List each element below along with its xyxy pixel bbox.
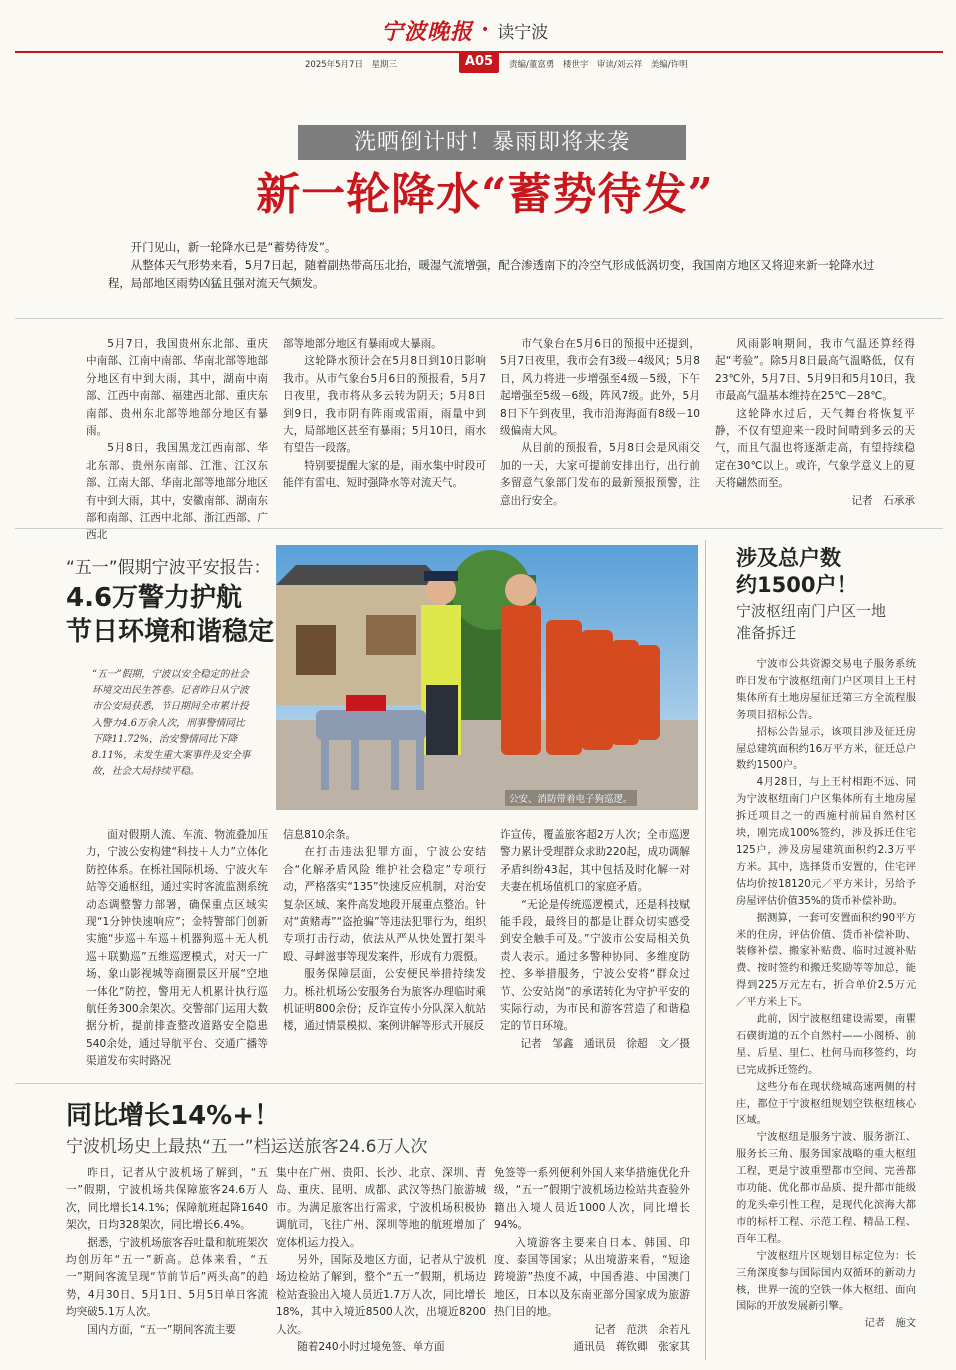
patrol-photo xyxy=(276,545,698,810)
airport-column-3 xyxy=(494,1165,690,1356)
body-paragraph: 市气象台在5月6日的预报中还提到，5月7日夜里，我市会有3级－4级风；5月8日，风力将进一步增强至4级－5级，下午起增强至5级－6级，阵风7级。此外，5月8日下午到夜里，我市沿海海面有8级－10级偏南大风。 xyxy=(500,338,700,438)
newspaper-logo: 宁波晚报 xyxy=(381,18,474,45)
body-paragraph: 4月28日，与上王村相距不远、同为宁波枢纽南门户区集体所有土地房屋拆迁项目之一的西施村前届自然村区块，刚完成100%签约，涉及拆迁住宅125户，涉及房屋建筑面积约2.3万平方米。其中，选择货币安置的，住宅评估均价按18120元／平方米计，另给予房屋评估价值35%的货币补偿补助。 xyxy=(736,776,916,907)
masthead-dot: • xyxy=(481,22,490,38)
top-story-lead xyxy=(108,238,878,292)
byline: 通讯员 蒋钦卿 张家其 xyxy=(573,1341,690,1354)
body-paragraph: 据测算，一套可安置面积约90平方米的住房，评估价值、货币补偿补助、装修补偿、搬家补贴费、临时过渡补贴费、按时签约和搬迁奖励等等加总，能得到225万元左右，折合单价2.5万元／平方米上下。 xyxy=(736,911,916,1009)
byline: 记者 范洪 余若凡 xyxy=(594,1323,690,1336)
side-story-body xyxy=(736,656,916,1332)
body-paragraph: 昨日，记者从宁波机场了解到，“五一”假期，宁波机场共保障旅客24.6万人次，同比增长14.1%；保障航班起降1640架次，日均328架次，同比增长6.4%。 xyxy=(66,1167,268,1232)
security-column-1 xyxy=(86,827,268,1071)
body-paragraph: 5月8日，我国黑龙江西南部、华北东部、贵州东南部、江淮、江汉东部、江南大部、华南北部等地部分地区有中到大雨，其中，安徽南部、湖南东部和南部、江西中北部、浙江西部、广西北 xyxy=(86,442,268,542)
side-headline-line-1: 涉及总户数 xyxy=(736,546,841,570)
security-kicker: “五一”假期宁波平安报告： xyxy=(66,558,271,578)
lead-paragraph: 从整体天气形势来看，5月7日起，随着副热带高压北抬，暖湿气流增强，配合渗透南下的冷空气形成低涡切变，我国南方地区又将迎来新一轮降水过程，局部地区雨势凶猛且强对流天气频发。 xyxy=(108,258,875,290)
dateline: 2025年5月7日 星期三 xyxy=(305,60,397,70)
body-paragraph: 免签等一系列便利外国人来华措施优化升级，“五一”假期宁波机场边检站共查验外籍出入境人员近1000人次，同比增长94%。 xyxy=(494,1167,690,1232)
body-paragraph: 风雨影响期间，我市气温还算经得起“考验”。除5月8日最高气温略低，仅有23℃外，5月7日、5月9日和5月10日，我市最高气温基本维持在25℃－28℃。 xyxy=(715,338,915,403)
body-paragraph: 另外，国际及地区方面，记者从宁波机场边检站了解到，整个“五一”假期，机场边检站查验出入境人员近1.7万人次，同比增长18%，其中入境近8500人次，出境近8200人次。 xyxy=(276,1254,486,1336)
masthead xyxy=(381,10,548,50)
body-paragraph: 服务保障层面，公安便民举措持续发力。栎社机场公安服务台为旅客办理临时乘机证明800余份；反诈宣传小分队深入航站楼，通过情景模拟、案例讲解等形式开展反 xyxy=(283,968,486,1033)
body-paragraph: 宁波市公共资源交易电子服务系统昨日发布宁波枢纽南门户区项目上王村集体所有土地房屋征迁第三方全流程服务项目招标公告。 xyxy=(736,658,916,721)
body-paragraph: 这些分布在现状绕城高速两侧的村庄，都位于宁波枢纽规划空铁枢纽核心区域。 xyxy=(736,1080,916,1127)
airport-headline: 同比增长14%+！ xyxy=(66,1101,281,1131)
top-story-column-4 xyxy=(715,336,915,510)
top-story-column-1 xyxy=(86,336,268,545)
body-paragraph: 信息810余条。 xyxy=(283,829,357,841)
security-headline-line-1: 4.6万警力护航 xyxy=(66,583,243,613)
top-story-column-3 xyxy=(500,336,700,510)
body-paragraph: 在打击违法犯罪方面，宁波公安结合“化解矛盾风险 维护社会稳定”专项行动，严格落实“135”快速反应机制，对治安复杂区域、案件高发地段开展重点整治。针对“黄赌毒”“盗抢骗”等违法犯罪行为，组织专项打击行动，依法从严从快处置打架斗殴、寻衅滋事等现发案件，形成有力震慑。 xyxy=(283,846,486,963)
airport-column-2 xyxy=(276,1165,486,1356)
divider xyxy=(15,528,943,529)
divider xyxy=(15,1083,703,1084)
security-intro: “五一”假期，宁波以安全稳定的社会环境交出民生答卷。记者昨日从宁波市公安局获悉，节日期间全市累计投入警力4.6万余人次，刑事警情同比下降11.72%，治安警情同比下降8.11%，未发生重大案事件及安全事故，社会大局持续平稳。 xyxy=(92,669,251,778)
column-divider xyxy=(705,540,706,1360)
body-paragraph: 这轮降水过后，天气舞台将恢复平静，不仅有望迎来一段时间晴到多云的天气，而且气温也将逐渐走高，有望持续稳定在30℃以上。或许，气象学意义上的夏天将翩然而至。 xyxy=(715,407,915,490)
page-number: A05 xyxy=(459,51,499,73)
body-paragraph: 面对假期人流、车流、物流叠加压力，宁波公安构建“科技＋人力”立体化防控体系。在栎社国际机场、宁波火车站等交通枢纽，通过实时客流监测系统动态调整警力部署，确保重点区域实现“1分钟快速响应”；金特警部门创新实施“步巡＋车巡＋机器狗巡＋无人机巡＋联勤巡”五维巡逻模式，对天一广场、象山影视城等商圈景区开展“空地一体化”防控，警用无人机累计执行巡航任务300余架次。交警部门运用大数据分析，提前排查整改道路安全隐患540余处，通过导航平台、交通广播等渠道发布实时路况 xyxy=(86,829,268,1068)
byline: 记者 邹鑫 通讯员 徐超 文／摄 xyxy=(520,1037,690,1050)
body-paragraph: 部等地部分地区有暴雨或大暴雨。 xyxy=(283,338,442,350)
body-paragraph: 5月7日，我国贵州东北部、重庆中南部、江南中南部、华南北部等地部分地区有中到大雨，其中，湖南中南部、江西中南部、福建西北部、重庆东南部、贵州东北部等地部分地区有暴雨。 xyxy=(86,338,268,438)
body-paragraph: 从目前的预报看，5月8日会是风雨交加的一天，大家可提前安排出行，出行前多留意气象部门发布的最新预报预警，注意出行安全。 xyxy=(500,442,700,507)
body-paragraph: 集中在广州、贵阳、长沙、北京、深圳、青岛、重庆、昆明、成都、武汉等热门旅游城市。为满足旅客出行需求，宁波机场积极协调航司，飞往广州、深圳等地的航班增加了宽体机运力投入。 xyxy=(276,1167,486,1249)
side-subhead-line-2: 准备拆迁 xyxy=(736,624,797,642)
body-paragraph: 这轮降水预计会在5月8日到10日影响我市。从市气象台5月6日的预报看，5月7日夜里，我市将从多云转为阴天；5月8日到9日，我市阴有阵雨或雷雨，雨量中到大，局部地区甚至有暴雨；5月10日，雨水有望告一段落。 xyxy=(283,355,486,455)
lead-paragraph: 开门见山，新一轮降水已是“蓄势待发”。 xyxy=(130,240,337,254)
editors-line: 责编/董富勇 楼世宇 审读/刘云祥 美编/许明 xyxy=(509,60,688,70)
security-headline-line-2: 节日环境和谐稳定 xyxy=(66,617,275,647)
patrol-photo-illustration xyxy=(276,545,698,810)
body-paragraph: 宁波枢纽片区规划目标定位为：长三角深度参与国际国内双循环的新动力核，世界一流的空铁一体大枢纽、面向国际的开放发展新引擎。 xyxy=(736,1249,916,1313)
body-paragraph: 此前，因宁波枢纽建设需要，南瞿石碶街道的五个自然村——小阁桥、前星、后星、里仁、杜何马而移签约，均已完成拆迁签约。 xyxy=(736,1013,916,1076)
side-subhead-line-1: 宁波枢纽南门户区一地 xyxy=(736,602,887,620)
body-paragraph: 诈宣传，覆盖旅客超2万人次；全市巡逻警力累计受理群众求助220起，成功调解矛盾纠纷43起，其中包括及时化解一对夫妻在机场值机口的家庭矛盾。 xyxy=(500,829,690,894)
section-name: 读宁波 xyxy=(497,22,549,43)
body-paragraph: “无论是传统巡逻模式，还是科技赋能手段，最终目的都是让群众切实感受到安全触手可及。”宁波市公安局相关负责人表示。通过多警种协同、多维度防控、多举措服务，宁波公安将“群众过节、公安站岗”的承诺转化为守护平安的实际行动，为市民和游客营造了和谐稳定的节日环境。 xyxy=(500,898,690,1033)
airport-column-1 xyxy=(66,1165,268,1339)
body-paragraph: 入境游客主要来自日本、韩国、印度、泰国等国家；从出境游来看，“短途跨境游”热度不减，中国香港、中国澳门地区，日本以及东南亚部分国家成为旅游热门目的地。 xyxy=(494,1236,690,1319)
body-paragraph: 宁波枢纽是服务宁波、服务浙江、服务长三角、服务国家战略的重大枢纽工程，更是宁波重塑都市空间、完善都市功能、优化都市品质、提升都市能级的龙头牵引性工程，是现代化滨海大都市的标杆工程、示范工程、精品工程、百年工程。 xyxy=(736,1131,916,1245)
security-column-3 xyxy=(500,827,690,1053)
body-paragraph: 国内方面，“五一”期间客流主要 xyxy=(87,1323,236,1336)
side-headline-line-2: 约1500户！ xyxy=(736,573,858,597)
body-paragraph: 据悉，宁波机场旅客吞吐量和航班架次均创历年“五一”新高。总体来看，“五一”期间客流呈现“节前节后”两头高”的趋势，4月30日、5月1日、5月5日单日客流均突破5.1万人次。 xyxy=(66,1236,268,1319)
security-column-2 xyxy=(283,827,486,1036)
top-story-headline: 新一轮降水“蓄势待发” xyxy=(256,169,714,220)
top-story-kicker: 洗晒倒计时！暴雨即将来袭 xyxy=(298,125,686,160)
top-story-column-2 xyxy=(283,336,486,493)
photo-caption: 公安、消防带着电子狗巡逻。 xyxy=(505,790,637,806)
body-paragraph: 特别要提醒大家的是，雨水集中时段可能伴有雷电、短时强降水等对流天气。 xyxy=(283,459,486,490)
airport-subhead: 宁波机场史上最热“五一”档运送旅客24.6万人次 xyxy=(66,1137,428,1157)
body-paragraph: 招标公告显示，该项目涉及征迁房屋总建筑面积约16万平方米，征迁总户数约1500户。 xyxy=(736,725,916,772)
divider xyxy=(15,318,943,319)
body-paragraph: 随着240小时过境免签、单方面 xyxy=(297,1341,445,1354)
byline: 记者 石承承 xyxy=(851,494,915,507)
byline: 记者 施文 xyxy=(864,1317,916,1330)
